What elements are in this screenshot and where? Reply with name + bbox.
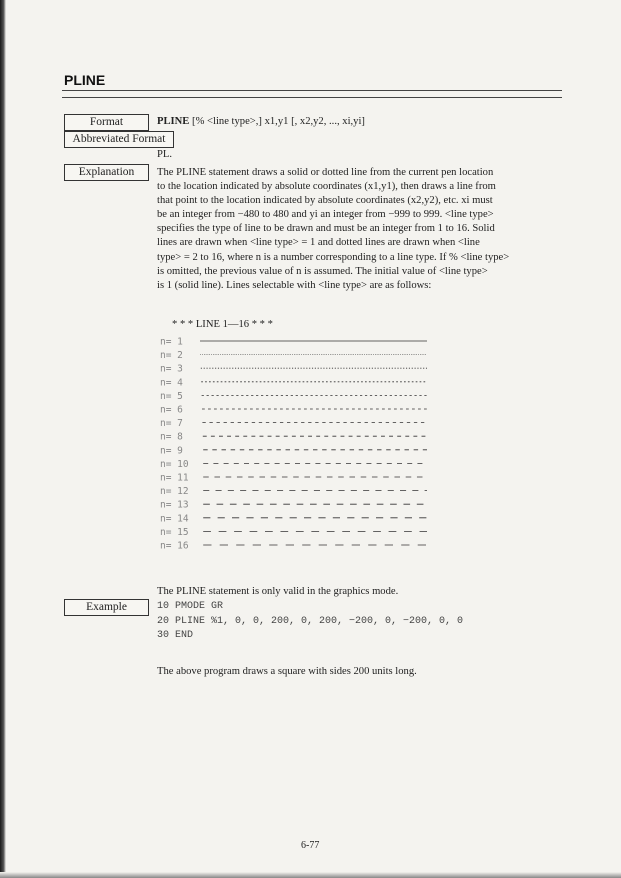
- line-type-label: n= 9: [160, 445, 183, 457]
- line-type-label: n= 2: [160, 350, 183, 362]
- explanation-label-box: Explanation: [64, 164, 149, 181]
- line-type-label: n= 16: [160, 540, 189, 552]
- graphics-mode-note: The PLINE statement is only valid in the graphics mode.: [157, 586, 399, 597]
- explanation-line: type> = 2 to 16, where n is a number corresponding to a line type. If % <line type>: [157, 251, 510, 263]
- explanation-line: is 1 (solid line). Lines selectable with <line type> are as follows:: [157, 279, 432, 291]
- line-demo-heading: * * * LINE 1—16 * * *: [172, 319, 273, 330]
- line-type-label: n= 5: [160, 390, 183, 402]
- format-arguments: [% <line type>,] x1,y1 [, x2,y2, ..., xi,yi]: [189, 116, 365, 127]
- line-type-label: n= 7: [160, 418, 183, 430]
- abbreviated-format-label-box: Abbreviated Format: [64, 131, 174, 148]
- line-type-label: n= 8: [160, 431, 183, 443]
- format-command: PLINE: [157, 116, 190, 127]
- example-note: The above program draws a square with sides 200 units long.: [157, 666, 417, 677]
- code-line: 20 PLINE %1, 0, 0, 200, 0, 200, −200, 0, −200, 0, 0: [157, 615, 464, 627]
- line-type-label: n= 3: [160, 363, 183, 375]
- explanation-line: be an integer from −480 to 480 and yi an integer from −999 to 999. <line type>: [157, 209, 494, 221]
- abbreviated-format-value: PL.: [157, 149, 173, 160]
- line-type-label: n= 11: [160, 472, 189, 484]
- page-number: 6-77: [301, 840, 320, 851]
- code-line: 30 END: [157, 630, 194, 641]
- explanation-line: The PLINE statement draws a solid or dotted line from the current pen location: [157, 167, 494, 178]
- example-code: [157, 600, 463, 644]
- line-type-label: n= 1: [160, 336, 183, 348]
- format-label-box: Format: [64, 114, 149, 131]
- explanation-line: lines are drawn when <line type> = 1 and dotted lines are drawn when <line: [157, 237, 480, 249]
- code-line: 10 PMODE GR: [157, 601, 224, 612]
- example-label-box: Example: [64, 599, 149, 616]
- line-type-label: n= 14: [160, 513, 189, 525]
- explanation-line: is omitted, the previous value of n is assumed. The initial value of <line type>: [157, 265, 488, 277]
- line-type-label: n= 10: [160, 458, 189, 470]
- explanation-line: to the location indicated by absolute coordinates (x1,y1), then draws a line from: [157, 181, 496, 193]
- line-type-label: n= 4: [160, 377, 183, 389]
- explanation-line: that point to the location indicated by absolute coordinates (x2,y2), etc. xi must: [157, 195, 493, 207]
- line-type-label: n= 15: [160, 526, 189, 538]
- line-type-label: n= 13: [160, 499, 189, 511]
- explanation-line: specifies the type of line to be drawn and must be an integer from 1 to 16. Solid: [157, 223, 495, 235]
- page-title: PLINE: [64, 72, 106, 88]
- line-type-label: n= 6: [160, 404, 183, 416]
- line-type-label: n= 12: [160, 486, 189, 498]
